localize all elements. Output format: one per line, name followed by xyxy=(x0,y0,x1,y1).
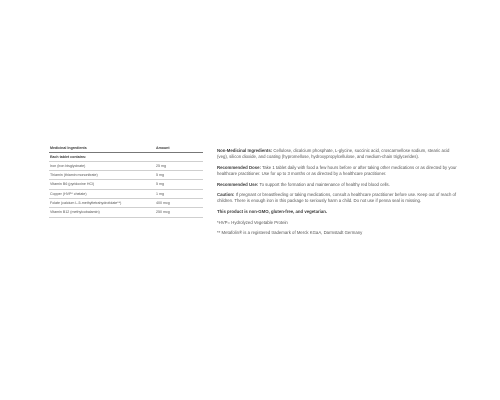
ingredient-name: Vitamin B6 (pyridoxine HCl) xyxy=(49,180,155,189)
table-row xyxy=(49,171,203,180)
product-claim-text: This product is non-GMO, gluten-free, and vegetarian. xyxy=(217,209,328,215)
non-medicinal-label: Non-Medicinal Ingredients: xyxy=(217,148,273,153)
non-medicinal-ingredients xyxy=(217,148,457,160)
ingredient-name: Thiamin (thiamin mononitrate) xyxy=(49,171,155,180)
table-row xyxy=(49,161,203,170)
table-row xyxy=(49,199,203,208)
ingredient-amount: 250 mcg xyxy=(155,208,203,217)
column-header-amount: Amount xyxy=(155,144,203,152)
recommended-use xyxy=(217,182,457,188)
medicinal-ingredients-table xyxy=(49,144,203,218)
table-row xyxy=(49,189,203,198)
table-header-row xyxy=(49,144,203,152)
product-info-panel xyxy=(217,148,457,241)
ingredient-amount: 400 mcg xyxy=(155,199,203,208)
table-row xyxy=(49,180,203,189)
ingredient-amount: 5 mg xyxy=(155,180,203,189)
footnote-metafolin: ** Metafolin® is a registered trademark of Merck KGaA, Darmstadt Germany xyxy=(217,230,363,236)
ingredient-name: Iron (iron bisglycinate) xyxy=(49,161,155,170)
ingredient-amount: 25 mg xyxy=(155,161,203,170)
ingredient-amount: 1 mg xyxy=(155,189,203,198)
recommended-use-text: To support the formation and maintenance of healthy red blood cells. xyxy=(259,181,390,187)
table-row xyxy=(49,208,203,217)
recommended-dose xyxy=(217,165,457,177)
recommended-use-label: Recommended Use: xyxy=(217,181,259,187)
recommended-dose-label: Recommended Dose: xyxy=(217,164,261,170)
footnote-hvp: *HVP= Hydrolyzed Vegetable Protein xyxy=(217,219,288,225)
product-claim xyxy=(217,209,457,215)
column-header-ingredients: Medicinal Ingredients xyxy=(49,144,155,152)
caution-text: If pregnant or breastfeeding or taking medications, consult a healthcare practitioner before use. Keep out of reach of children. There is enough iron in this package to seriously harm a child. Do not use if penna seal is missing. xyxy=(217,192,457,204)
ingredient-name: Copper (HVP* chelate) xyxy=(49,189,155,198)
non-medicinal-text: Cellulose, dicalcium phosphate, L-glycine, succinic acid, croscarmellose sodium, stearic acid (veg), silicon dioxide, and coating (hypromellose, hydroxypropylcellulose, and medium-chain triglycerides). xyxy=(217,148,450,160)
table-subheader: Each tablet contains: xyxy=(49,152,203,161)
table-subheader-row xyxy=(49,152,203,161)
caution-label: Caution: xyxy=(217,192,235,198)
recommended-dose-text: Take 1 tablet daily with food a few hours before or after taking other medications or as directed by your healthcare practitioner. Use for up to 3 months or as directed by a healthcare practitioner. xyxy=(217,164,457,177)
caution xyxy=(217,192,457,204)
ingredient-name: Folate (calcium L-5-methyltetrahydrofolate**) xyxy=(49,199,155,208)
ingredient-amount: 5 mg xyxy=(155,171,203,180)
ingredient-name: Vitamin B12 (methylcobalamin) xyxy=(49,208,155,217)
